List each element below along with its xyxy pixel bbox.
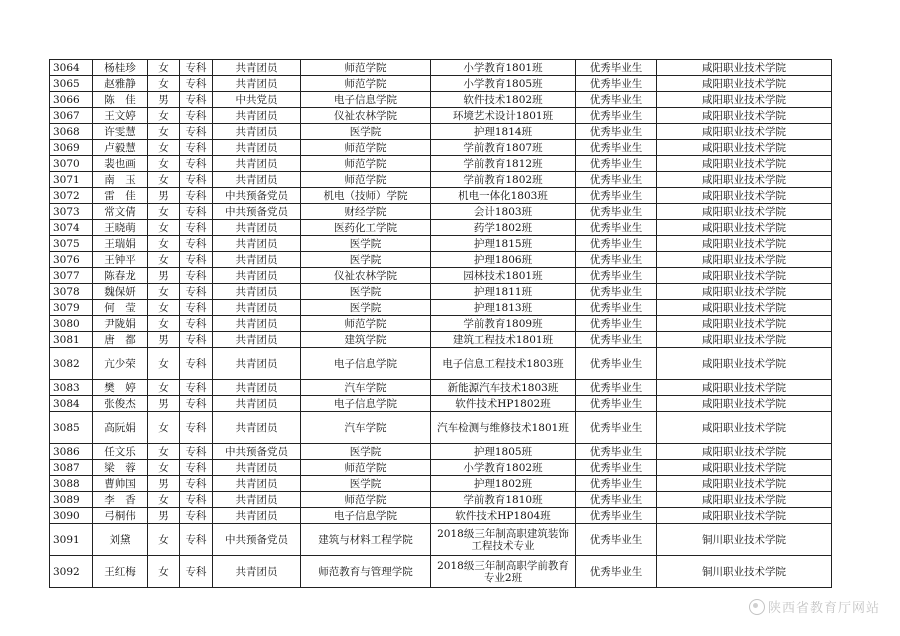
college-cell: 医学院 (301, 236, 431, 252)
row-number-cell: 3070 (50, 156, 93, 172)
award-cell: 优秀毕业生 (576, 60, 657, 76)
name-cell: 何 莹 (93, 300, 148, 316)
table-row (50, 332, 832, 348)
level-cell: 专科 (180, 396, 213, 412)
school-cell: 咸阳职业技术学院 (657, 236, 832, 252)
name-cell: 樊 婷 (93, 380, 148, 396)
level-cell: 专科 (180, 156, 213, 172)
level-cell: 专科 (180, 60, 213, 76)
level-cell: 专科 (180, 332, 213, 348)
school-cell: 咸阳职业技术学院 (657, 348, 832, 380)
gender-cell: 女 (148, 124, 180, 140)
level-cell: 专科 (180, 220, 213, 236)
award-cell: 优秀毕业生 (576, 508, 657, 524)
gender-cell: 男 (148, 92, 180, 108)
level-cell: 专科 (180, 348, 213, 380)
college-cell: 仪祉农林学院 (301, 268, 431, 284)
award-cell: 优秀毕业生 (576, 284, 657, 300)
row-number-cell: 3068 (50, 124, 93, 140)
school-cell: 咸阳职业技术学院 (657, 76, 832, 92)
name-cell: 王红梅 (93, 556, 148, 588)
school-cell: 铜川职业技术学院 (657, 556, 832, 588)
class-cell: 会计1803班 (431, 204, 576, 220)
name-cell: 陈 佳 (93, 92, 148, 108)
school-cell: 咸阳职业技术学院 (657, 172, 832, 188)
level-cell: 专科 (180, 300, 213, 316)
school-cell: 咸阳职业技术学院 (657, 268, 832, 284)
political-status-cell: 共青团员 (213, 476, 301, 492)
table-row (50, 284, 832, 300)
gender-cell: 男 (148, 508, 180, 524)
college-cell: 师范学院 (301, 316, 431, 332)
college-cell: 医学院 (301, 284, 431, 300)
award-cell: 优秀毕业生 (576, 204, 657, 220)
class-cell: 2018级三年制高职建筑装饰工程技术专业 (431, 524, 576, 556)
level-cell: 专科 (180, 124, 213, 140)
gender-cell: 男 (148, 396, 180, 412)
table-row (50, 412, 832, 444)
gender-cell: 男 (148, 476, 180, 492)
college-cell: 师范学院 (301, 460, 431, 476)
political-status-cell: 共青团员 (213, 380, 301, 396)
row-number-cell: 3078 (50, 284, 93, 300)
level-cell: 专科 (180, 108, 213, 124)
gender-cell: 女 (148, 300, 180, 316)
school-cell: 咸阳职业技术学院 (657, 188, 832, 204)
row-number-cell: 3088 (50, 476, 93, 492)
award-cell: 优秀毕业生 (576, 492, 657, 508)
award-cell: 优秀毕业生 (576, 188, 657, 204)
gender-cell: 女 (148, 236, 180, 252)
level-cell: 专科 (180, 508, 213, 524)
gender-cell: 女 (148, 156, 180, 172)
name-cell: 王钟平 (93, 252, 148, 268)
political-status-cell: 中共预备党员 (213, 188, 301, 204)
school-cell: 咸阳职业技术学院 (657, 124, 832, 140)
row-number-cell: 3067 (50, 108, 93, 124)
level-cell: 专科 (180, 316, 213, 332)
class-cell: 护理1806班 (431, 252, 576, 268)
gender-cell: 女 (148, 220, 180, 236)
gender-cell: 男 (148, 268, 180, 284)
award-cell: 优秀毕业生 (576, 108, 657, 124)
political-status-cell: 共青团员 (213, 108, 301, 124)
school-cell: 咸阳职业技术学院 (657, 508, 832, 524)
college-cell: 汽车学院 (301, 380, 431, 396)
row-number-cell: 3076 (50, 252, 93, 268)
award-cell: 优秀毕业生 (576, 412, 657, 444)
name-cell: 常文倩 (93, 204, 148, 220)
school-cell: 咸阳职业技术学院 (657, 300, 832, 316)
political-status-cell: 共青团员 (213, 156, 301, 172)
level-cell: 专科 (180, 268, 213, 284)
school-cell: 咸阳职业技术学院 (657, 476, 832, 492)
name-cell: 魏保妍 (93, 284, 148, 300)
class-cell: 小学教育1801班 (431, 60, 576, 76)
school-cell: 咸阳职业技术学院 (657, 108, 832, 124)
name-cell: 亢少荣 (93, 348, 148, 380)
gender-cell: 女 (148, 76, 180, 92)
class-cell: 学前教育1807班 (431, 140, 576, 156)
level-cell: 专科 (180, 476, 213, 492)
school-cell: 咸阳职业技术学院 (657, 380, 832, 396)
table-row (50, 204, 832, 220)
class-cell: 建筑工程技术1801班 (431, 332, 576, 348)
row-number-cell: 3087 (50, 460, 93, 476)
row-number-cell: 3084 (50, 396, 93, 412)
award-cell: 优秀毕业生 (576, 76, 657, 92)
award-cell: 优秀毕业生 (576, 300, 657, 316)
gender-cell: 女 (148, 108, 180, 124)
award-cell: 优秀毕业生 (576, 140, 657, 156)
gender-cell: 女 (148, 60, 180, 76)
level-cell: 专科 (180, 556, 213, 588)
school-cell: 咸阳职业技术学院 (657, 60, 832, 76)
table-row (50, 220, 832, 236)
college-cell: 医学院 (301, 300, 431, 316)
gender-cell: 女 (148, 412, 180, 444)
college-cell: 师范学院 (301, 140, 431, 156)
political-status-cell: 中共党员 (213, 92, 301, 108)
gender-cell: 女 (148, 172, 180, 188)
row-number-cell: 3072 (50, 188, 93, 204)
gender-cell: 女 (148, 460, 180, 476)
political-status-cell: 共青团员 (213, 172, 301, 188)
name-cell: 陈春龙 (93, 268, 148, 284)
gender-cell: 女 (148, 380, 180, 396)
award-cell: 优秀毕业生 (576, 332, 657, 348)
row-number-cell: 3089 (50, 492, 93, 508)
school-cell: 咸阳职业技术学院 (657, 156, 832, 172)
political-status-cell: 共青团员 (213, 348, 301, 380)
school-cell: 咸阳职业技术学院 (657, 140, 832, 156)
level-cell: 专科 (180, 140, 213, 156)
level-cell: 专科 (180, 92, 213, 108)
political-status-cell: 中共预备党员 (213, 524, 301, 556)
college-cell: 医药化工学院 (301, 220, 431, 236)
award-cell: 优秀毕业生 (576, 380, 657, 396)
political-status-cell: 共青团员 (213, 236, 301, 252)
class-cell: 学前教育1812班 (431, 156, 576, 172)
level-cell: 专科 (180, 444, 213, 460)
award-cell: 优秀毕业生 (576, 268, 657, 284)
political-status-cell: 共青团员 (213, 124, 301, 140)
table-row (50, 156, 832, 172)
name-cell: 卢毅慧 (93, 140, 148, 156)
political-status-cell: 共青团员 (213, 140, 301, 156)
class-cell: 护理1814班 (431, 124, 576, 140)
name-cell: 高阮娟 (93, 412, 148, 444)
name-cell: 任文乐 (93, 444, 148, 460)
gender-cell: 女 (148, 140, 180, 156)
college-cell: 电子信息学院 (301, 396, 431, 412)
gender-cell: 女 (148, 556, 180, 588)
class-cell: 软件技术1802班 (431, 92, 576, 108)
name-cell: 刘黛 (93, 524, 148, 556)
table-row (50, 492, 832, 508)
level-cell: 专科 (180, 252, 213, 268)
award-cell: 优秀毕业生 (576, 172, 657, 188)
name-cell: 张俊杰 (93, 396, 148, 412)
row-number-cell: 3085 (50, 412, 93, 444)
row-number-cell: 3086 (50, 444, 93, 460)
college-cell: 建筑学院 (301, 332, 431, 348)
political-status-cell: 共青团员 (213, 460, 301, 476)
gender-cell: 女 (148, 492, 180, 508)
class-cell: 汽车检测与维修技术1801班 (431, 412, 576, 444)
class-cell: 园林技术1801班 (431, 268, 576, 284)
class-cell: 电子信息工程技术1803班 (431, 348, 576, 380)
name-cell: 王文婷 (93, 108, 148, 124)
political-status-cell: 共青团员 (213, 252, 301, 268)
class-cell: 药学1802班 (431, 220, 576, 236)
class-cell: 软件技术HP1802班 (431, 396, 576, 412)
college-cell: 电子信息学院 (301, 508, 431, 524)
row-number-cell: 3082 (50, 348, 93, 380)
class-cell: 小学教育1805班 (431, 76, 576, 92)
college-cell: 医学院 (301, 252, 431, 268)
political-status-cell: 共青团员 (213, 508, 301, 524)
school-cell: 咸阳职业技术学院 (657, 220, 832, 236)
name-cell: 李 香 (93, 492, 148, 508)
row-number-cell: 3071 (50, 172, 93, 188)
political-status-cell: 共青团员 (213, 76, 301, 92)
school-cell: 咸阳职业技术学院 (657, 412, 832, 444)
table-row (50, 348, 832, 380)
school-cell: 咸阳职业技术学院 (657, 316, 832, 332)
school-cell: 咸阳职业技术学院 (657, 204, 832, 220)
gender-cell: 女 (148, 316, 180, 332)
level-cell: 专科 (180, 236, 213, 252)
level-cell: 专科 (180, 524, 213, 556)
political-status-cell: 共青团员 (213, 412, 301, 444)
class-cell: 环境艺术设计1801班 (431, 108, 576, 124)
name-cell: 许雯慧 (93, 124, 148, 140)
gender-cell: 女 (148, 204, 180, 220)
school-cell: 铜川职业技术学院 (657, 524, 832, 556)
gender-cell: 男 (148, 332, 180, 348)
table-row (50, 236, 832, 252)
row-number-cell: 3077 (50, 268, 93, 284)
row-number-cell: 3069 (50, 140, 93, 156)
college-cell: 机电（技师）学院 (301, 188, 431, 204)
table-row (50, 172, 832, 188)
gender-cell: 男 (148, 188, 180, 204)
table-row (50, 108, 832, 124)
table-row (50, 556, 832, 588)
table-row (50, 124, 832, 140)
table-row (50, 316, 832, 332)
class-cell: 小学教育1802班 (431, 460, 576, 476)
school-cell: 咸阳职业技术学院 (657, 252, 832, 268)
gender-cell: 女 (148, 444, 180, 460)
level-cell: 专科 (180, 172, 213, 188)
political-status-cell: 共青团员 (213, 492, 301, 508)
college-cell: 电子信息学院 (301, 348, 431, 380)
gender-cell: 女 (148, 348, 180, 380)
level-cell: 专科 (180, 284, 213, 300)
row-number-cell: 3066 (50, 92, 93, 108)
college-cell: 建筑与材料工程学院 (301, 524, 431, 556)
row-number-cell: 3079 (50, 300, 93, 316)
school-cell: 咸阳职业技术学院 (657, 396, 832, 412)
row-number-cell: 3074 (50, 220, 93, 236)
row-number-cell: 3083 (50, 380, 93, 396)
name-cell: 曹帅国 (93, 476, 148, 492)
name-cell: 弓桐伟 (93, 508, 148, 524)
table-row (50, 60, 832, 76)
college-cell: 师范学院 (301, 156, 431, 172)
table-row (50, 508, 832, 524)
row-number-cell: 3064 (50, 60, 93, 76)
class-cell: 2018级三年制高职学前教育专业2班 (431, 556, 576, 588)
class-cell: 新能源汽车技术1803班 (431, 380, 576, 396)
school-cell: 咸阳职业技术学院 (657, 444, 832, 460)
political-status-cell: 共青团员 (213, 220, 301, 236)
name-cell: 王晓萌 (93, 220, 148, 236)
award-cell: 优秀毕业生 (576, 236, 657, 252)
name-cell: 裴也画 (93, 156, 148, 172)
award-cell: 优秀毕业生 (576, 252, 657, 268)
table-row (50, 300, 832, 316)
emblem-icon (749, 599, 765, 615)
award-cell: 优秀毕业生 (576, 316, 657, 332)
table-row (50, 444, 832, 460)
college-cell: 电子信息学院 (301, 92, 431, 108)
row-number-cell: 3073 (50, 204, 93, 220)
gender-cell: 女 (148, 252, 180, 268)
political-status-cell: 共青团员 (213, 396, 301, 412)
class-cell: 学前教育1802班 (431, 172, 576, 188)
row-number-cell: 3091 (50, 524, 93, 556)
award-cell: 优秀毕业生 (576, 444, 657, 460)
college-cell: 医学院 (301, 444, 431, 460)
class-cell: 软件技术HP1804班 (431, 508, 576, 524)
watermark-text: 陕西省教育厅网站 (767, 601, 880, 616)
class-cell: 机电一体化1803班 (431, 188, 576, 204)
award-cell: 优秀毕业生 (576, 556, 657, 588)
row-number-cell: 3075 (50, 236, 93, 252)
table-row (50, 92, 832, 108)
gender-cell: 女 (148, 524, 180, 556)
school-cell: 咸阳职业技术学院 (657, 92, 832, 108)
table-row (50, 268, 832, 284)
table-row (50, 380, 832, 396)
award-cell: 优秀毕业生 (576, 220, 657, 236)
level-cell: 专科 (180, 76, 213, 92)
table-row (50, 252, 832, 268)
name-cell: 唐 都 (93, 332, 148, 348)
award-cell: 优秀毕业生 (576, 124, 657, 140)
level-cell: 专科 (180, 460, 213, 476)
name-cell: 南 玉 (93, 172, 148, 188)
political-status-cell: 共青团员 (213, 300, 301, 316)
award-cell: 优秀毕业生 (576, 156, 657, 172)
political-status-cell: 中共预备党员 (213, 204, 301, 220)
table-row (50, 188, 832, 204)
political-status-cell: 共青团员 (213, 556, 301, 588)
college-cell: 仪祉农林学院 (301, 108, 431, 124)
political-status-cell: 共青团员 (213, 60, 301, 76)
college-cell: 医学院 (301, 476, 431, 492)
watermark (749, 597, 880, 616)
class-cell: 护理1815班 (431, 236, 576, 252)
name-cell: 赵雅静 (93, 76, 148, 92)
row-number-cell: 3080 (50, 316, 93, 332)
level-cell: 专科 (180, 412, 213, 444)
political-status-cell: 共青团员 (213, 316, 301, 332)
level-cell: 专科 (180, 492, 213, 508)
gender-cell: 女 (148, 284, 180, 300)
award-cell: 优秀毕业生 (576, 524, 657, 556)
college-cell: 师范学院 (301, 172, 431, 188)
class-cell: 护理1811班 (431, 284, 576, 300)
name-cell: 杨桂珍 (93, 60, 148, 76)
class-cell: 护理1802班 (431, 476, 576, 492)
table-row (50, 396, 832, 412)
political-status-cell: 中共预备党员 (213, 444, 301, 460)
row-number-cell: 3092 (50, 556, 93, 588)
college-cell: 财经学院 (301, 204, 431, 220)
table-row (50, 460, 832, 476)
college-cell: 师范学院 (301, 76, 431, 92)
level-cell: 专科 (180, 204, 213, 220)
class-cell: 护理1805班 (431, 444, 576, 460)
row-number-cell: 3065 (50, 76, 93, 92)
class-cell: 学前教育1809班 (431, 316, 576, 332)
table-row (50, 476, 832, 492)
college-cell: 医学院 (301, 124, 431, 140)
name-cell: 王瑞娟 (93, 236, 148, 252)
school-cell: 咸阳职业技术学院 (657, 460, 832, 476)
row-number-cell: 3081 (50, 332, 93, 348)
political-status-cell: 共青团员 (213, 268, 301, 284)
college-cell: 师范教育与管理学院 (301, 556, 431, 588)
award-cell: 优秀毕业生 (576, 460, 657, 476)
school-cell: 咸阳职业技术学院 (657, 284, 832, 300)
level-cell: 专科 (180, 188, 213, 204)
name-cell: 雷 佳 (93, 188, 148, 204)
name-cell: 尹陇娟 (93, 316, 148, 332)
level-cell: 专科 (180, 380, 213, 396)
political-status-cell: 共青团员 (213, 332, 301, 348)
class-cell: 学前教育1810班 (431, 492, 576, 508)
college-cell: 师范学院 (301, 492, 431, 508)
college-cell: 师范学院 (301, 60, 431, 76)
class-cell: 护理1813班 (431, 300, 576, 316)
table-row (50, 524, 832, 556)
college-cell: 汽车学院 (301, 412, 431, 444)
row-number-cell: 3090 (50, 508, 93, 524)
school-cell: 咸阳职业技术学院 (657, 332, 832, 348)
name-cell: 梁 蓉 (93, 460, 148, 476)
award-cell: 优秀毕业生 (576, 476, 657, 492)
table-row (50, 140, 832, 156)
graduate-list-table (49, 59, 832, 588)
political-status-cell: 共青团员 (213, 284, 301, 300)
table-row (50, 76, 832, 92)
school-cell: 咸阳职业技术学院 (657, 492, 832, 508)
award-cell: 优秀毕业生 (576, 348, 657, 380)
award-cell: 优秀毕业生 (576, 396, 657, 412)
award-cell: 优秀毕业生 (576, 92, 657, 108)
